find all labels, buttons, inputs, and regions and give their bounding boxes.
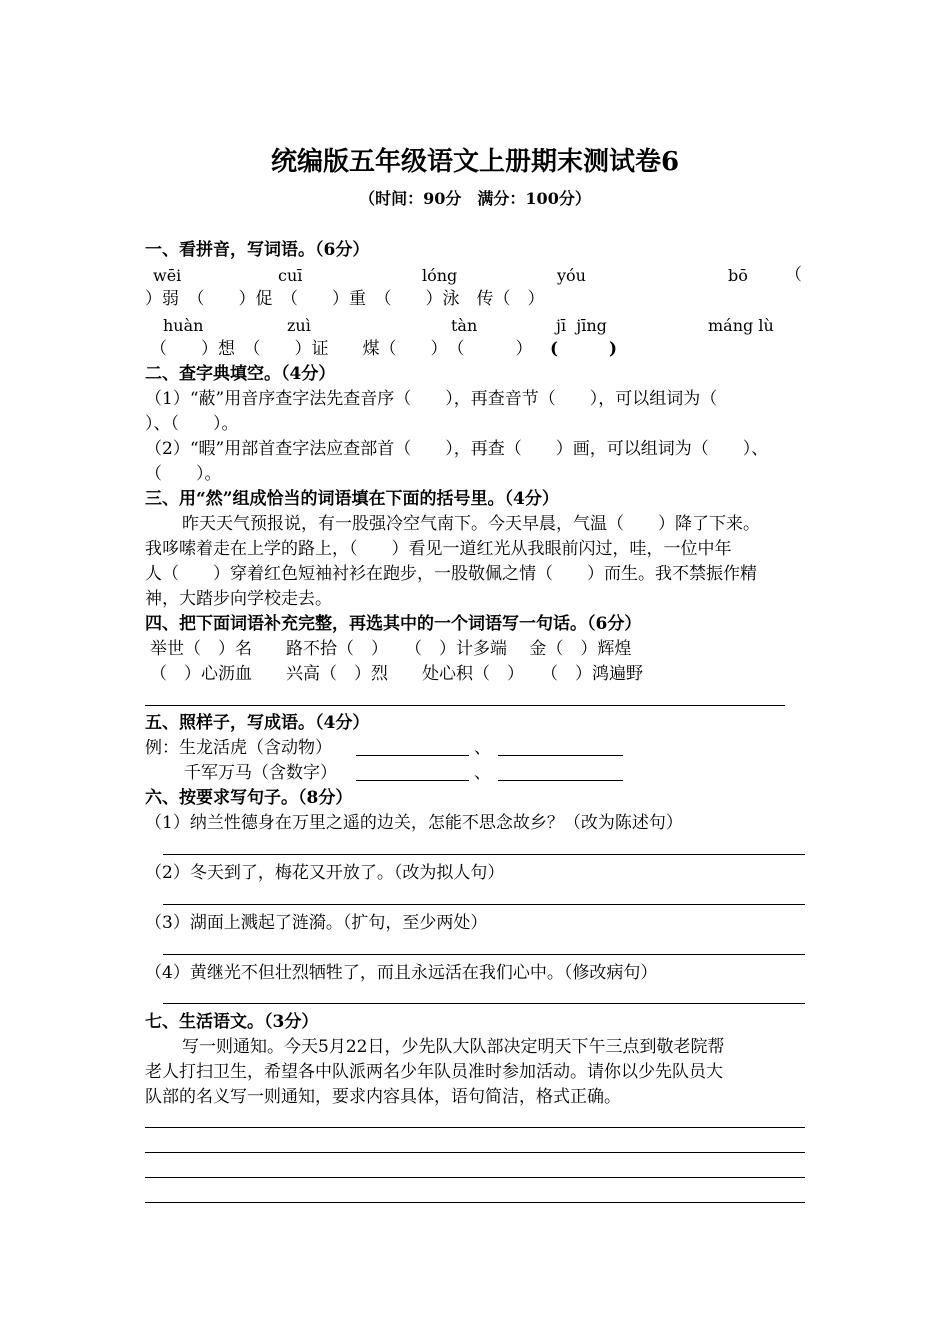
section-2-item-1-cont: ）、（ ）。 <box>145 414 239 434</box>
section-5-separator-2: 、 <box>474 763 491 783</box>
pinyin-manglu: máng lù <box>708 316 774 335</box>
section-5-blank-2a[interactable] <box>356 780 469 781</box>
section-5-blank-1a[interactable] <box>356 755 469 756</box>
section-5-blank-1b[interactable] <box>498 755 623 756</box>
pinyin-tan: tàn <box>451 316 478 335</box>
section-4-answer-line[interactable] <box>145 705 785 706</box>
section-4-row-2: （ ）心沥血 兴高（ ）烈 处心积（ ） （ ）鸿遍野 <box>150 664 643 684</box>
section-6-question-1: （1）纳兰性德身在万里之遥的边关，怎能不思念故乡？（改为陈述句） <box>145 813 683 833</box>
section-5-example-1: 例：生龙活虎（含动物） <box>145 738 332 758</box>
section-7-answer-line-4[interactable] <box>145 1202 805 1203</box>
section-4-row-1: 举世（ ）名 路不拾（ ） （ ）计多端 金（ ）辉煌 <box>150 639 632 659</box>
pinyin-you: yóu <box>557 266 586 285</box>
page-title: 统编版五年级语文上册期末测试卷6 <box>270 147 680 177</box>
section-6-answer-line-4[interactable] <box>163 1003 805 1004</box>
pinyin-cui: cuī <box>278 266 303 285</box>
section-6-answer-line-2[interactable] <box>163 904 805 905</box>
section-1-row-2-last: ( ) <box>550 339 618 359</box>
section-3-para-line-1: 昨天天气预报说，有一股强冷空气南下。今天早晨，气温（ ）降了下来。 <box>182 514 760 534</box>
section-3-heading: 三、用“然”组成恰当的词语填在下面的括号里。（4分） <box>145 489 559 509</box>
section-7-para-line-3: 队部的名义写一则通知，要求内容具体，语句简洁，格式正确。 <box>145 1087 621 1107</box>
section-6-answer-line-1[interactable] <box>163 854 805 855</box>
pinyin-jijing: jī jīng <box>556 316 607 335</box>
page-subtitle: （时间：90分 满分：100分） <box>359 189 591 208</box>
section-7-answer-line-1[interactable] <box>145 1127 805 1128</box>
pinyin-long: lóng <box>422 266 458 285</box>
section-1-heading: 一、看拼音，写词语。（6分） <box>145 240 370 260</box>
section-6-answer-line-3[interactable] <box>163 954 805 955</box>
section-6-question-3: （3）湖面上溅起了涟漪。（扩句，至少两处） <box>145 913 488 933</box>
section-7-heading: 七、生活语文。（3分） <box>145 1012 319 1032</box>
section-1-row-1: ）弱 （ ）促 （ ）重 （ ）泳 传（ ） <box>145 289 545 309</box>
section-6-question-2: （2）冬天到了，梅花又开放了。（改为拟人句） <box>145 863 505 883</box>
section-7-para-line-2: 老人打扫卫生，希望各中队派两名少年队员准时参加活动。请你以少先队员大 <box>145 1062 723 1082</box>
section-5-separator-1: 、 <box>474 738 491 758</box>
section-2-item-2: （2）“暇”用部首查字法应查部首（ ），再查（ ）画，可以组词为（ ）、 <box>145 439 769 459</box>
pinyin-bo: bō <box>728 266 748 285</box>
section-5-blank-2b[interactable] <box>498 780 623 781</box>
section-5-example-2: 千军万马（含数字） <box>184 763 337 783</box>
section-6-heading: 六、按要求写句子。（8分） <box>145 788 353 808</box>
section-2-item-1: （1）“蔽”用音序查字法先查音序（ ），再查音节（ ），可以组词为（ <box>145 389 718 409</box>
section-2-heading: 二、查字典填空。（4分） <box>145 364 336 384</box>
section-7-para-line-1: 写一则通知。今天5月22日，少先队大队部决定明天下午三点到敬老院帮 <box>182 1037 725 1057</box>
section-5-heading: 五、照样子，写成语。（4分） <box>145 713 370 733</box>
answer-paren-open: （ <box>785 265 802 285</box>
section-1-row-2: （ ）想 （ ）证 煤（ ） （ ） <box>150 339 533 359</box>
section-7-answer-line-3[interactable] <box>145 1177 805 1178</box>
section-6-question-4: （4）黄继光不但壮烈牺牲了，而且永远活在我们心中。（修改病句） <box>145 963 658 983</box>
section-3-para-line-3: 人（ ）穿着红色短袖衬衫在跑步，一股敬佩之情（ ）而生。我不禁振作精 <box>145 564 757 584</box>
section-7-answer-line-2[interactable] <box>145 1152 805 1153</box>
pinyin-weī: wēi <box>153 266 182 285</box>
section-2-item-2-cont: （ ）。 <box>145 464 222 484</box>
section-4-heading: 四、把下面词语补充完整，再选其中的一个词语写一句话。（6分） <box>145 614 642 634</box>
pinyin-huan: huàn <box>163 316 204 335</box>
section-3-para-line-2: 我哆嗦着走在上学的路上，（ ）看见一道红光从我眼前闪过，哇，一位中年 <box>145 539 732 559</box>
pinyin-zui: zuì <box>287 316 311 335</box>
section-3-para-line-4: 神，大踏步向学校走去。 <box>145 589 332 609</box>
